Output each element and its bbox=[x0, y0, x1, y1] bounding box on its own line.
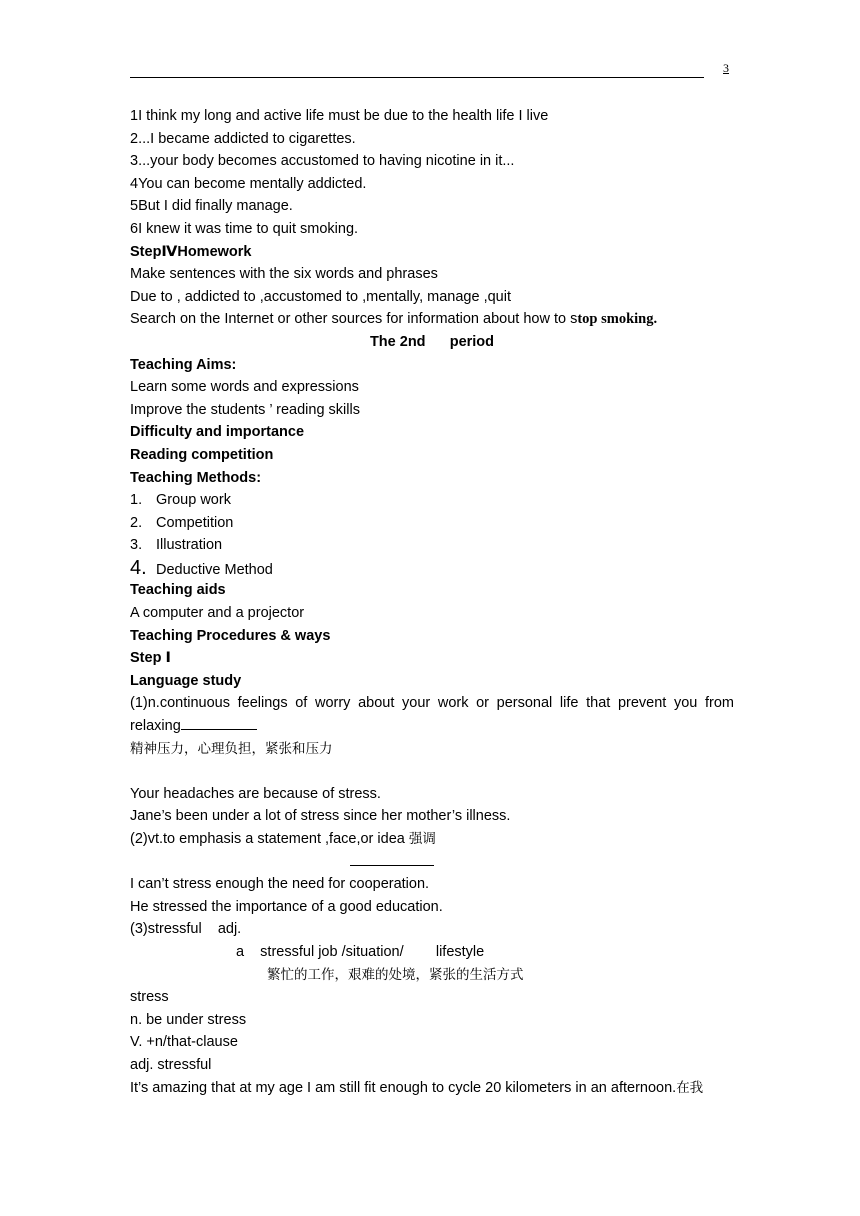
text-span: Search on the Internet or other sources for information about how to s bbox=[130, 311, 578, 328]
chinese-span: 强调 bbox=[408, 831, 436, 847]
summary-line: stress bbox=[130, 989, 169, 1006]
example-line: Jane’s been under a lot of stress since her mother’s illness. bbox=[130, 808, 511, 825]
list-number: 3. bbox=[130, 537, 143, 554]
aids-heading: Teaching aids bbox=[130, 582, 226, 599]
text-line bbox=[130, 1077, 734, 1100]
spacer bbox=[130, 760, 734, 783]
list-text: Competition bbox=[156, 514, 234, 531]
summary-line: n. be under stress bbox=[130, 1011, 247, 1028]
list-number: 1. bbox=[130, 492, 143, 509]
procedures-heading: Teaching Procedures & ways bbox=[130, 627, 331, 644]
text-span: It’s amazing that at my age I am still fit enough to cycle 20 kilometers in an afternoon. bbox=[130, 1079, 677, 1096]
example-line: a stressful job /situation/ lifestyle bbox=[236, 943, 485, 960]
list-item bbox=[130, 557, 734, 580]
list-number: 4. bbox=[130, 556, 147, 579]
definition-line: (1)n.continuous feelings of worry about your work or personal life that prevent you from bbox=[130, 695, 734, 712]
text-line: Learn some words and expressions bbox=[130, 379, 359, 396]
definition-line bbox=[130, 715, 734, 738]
text-line: Improve the students ’ reading skills bbox=[130, 401, 360, 418]
list-text: Group work bbox=[156, 492, 231, 509]
list-item bbox=[130, 512, 734, 535]
text-line: Due to , addicted to ,accustomed to ,mentally, manage ,quit bbox=[130, 288, 511, 305]
list-item bbox=[130, 534, 734, 557]
text-line bbox=[130, 308, 734, 331]
difficulty-text: Reading competition bbox=[130, 446, 274, 463]
aims-heading: Teaching Aims: bbox=[130, 356, 237, 373]
period-title: The 2nd period bbox=[369, 333, 495, 350]
homework-heading: StepⅣHomework bbox=[130, 243, 252, 260]
fill-blank bbox=[181, 715, 257, 730]
methods-heading: Teaching Methods: bbox=[130, 469, 262, 486]
document-body bbox=[130, 105, 734, 1099]
example-line: He stressed the importance of a good education. bbox=[130, 898, 443, 915]
text-line: 4You can become mentally addicted. bbox=[130, 175, 367, 192]
list-number: 2. bbox=[130, 514, 143, 531]
list-text: Deductive Method bbox=[156, 561, 273, 578]
text-span: relaxing bbox=[130, 718, 181, 735]
example-line: Your headaches are because of stress. bbox=[130, 785, 381, 802]
step-heading: Step Ⅰ bbox=[130, 650, 171, 667]
blank-line bbox=[130, 851, 734, 874]
definition-line bbox=[130, 828, 734, 851]
text-span-bold: top smoking. bbox=[577, 311, 658, 328]
summary-line: V. +n/that-clause bbox=[130, 1034, 238, 1051]
list-text: Illustration bbox=[156, 537, 223, 554]
text-line: 6I knew it was time to quit smoking. bbox=[130, 220, 359, 237]
chinese-span: 在我 bbox=[676, 1079, 704, 1096]
text-line: Make sentences with the six words and phrases bbox=[130, 266, 438, 283]
chinese-line: 精神压力，心理负担，紧张和压力 bbox=[130, 740, 333, 757]
text-span: (2)vt.to emphasis a statement ,face,or idea bbox=[130, 831, 409, 847]
text-line: 2...I became addicted to cigarettes. bbox=[130, 130, 356, 147]
chinese-line: 繁忙的工作，艰难的处境，紧张的生活方式 bbox=[267, 966, 524, 983]
fill-blank bbox=[350, 851, 434, 866]
difficulty-heading: Difficulty and importance bbox=[130, 424, 305, 441]
text-line: 3...your body becomes accustomed to having nicotine in it... bbox=[130, 153, 515, 170]
header-rule bbox=[130, 77, 704, 78]
text-line: A computer and a projector bbox=[130, 605, 305, 622]
example-line: I can’t stress enough the need for cooperation. bbox=[130, 876, 430, 893]
definition-line: (3)stressful adj. bbox=[130, 921, 242, 938]
text-line: 1I think my long and active life must be due to the health life I live bbox=[130, 108, 549, 124]
summary-line: adj. stressful bbox=[130, 1056, 212, 1073]
language-study-heading: Language study bbox=[130, 672, 242, 689]
text-line: 5But I did finally manage. bbox=[130, 198, 293, 215]
list-item bbox=[130, 489, 734, 512]
page-number: 3 bbox=[723, 61, 729, 75]
